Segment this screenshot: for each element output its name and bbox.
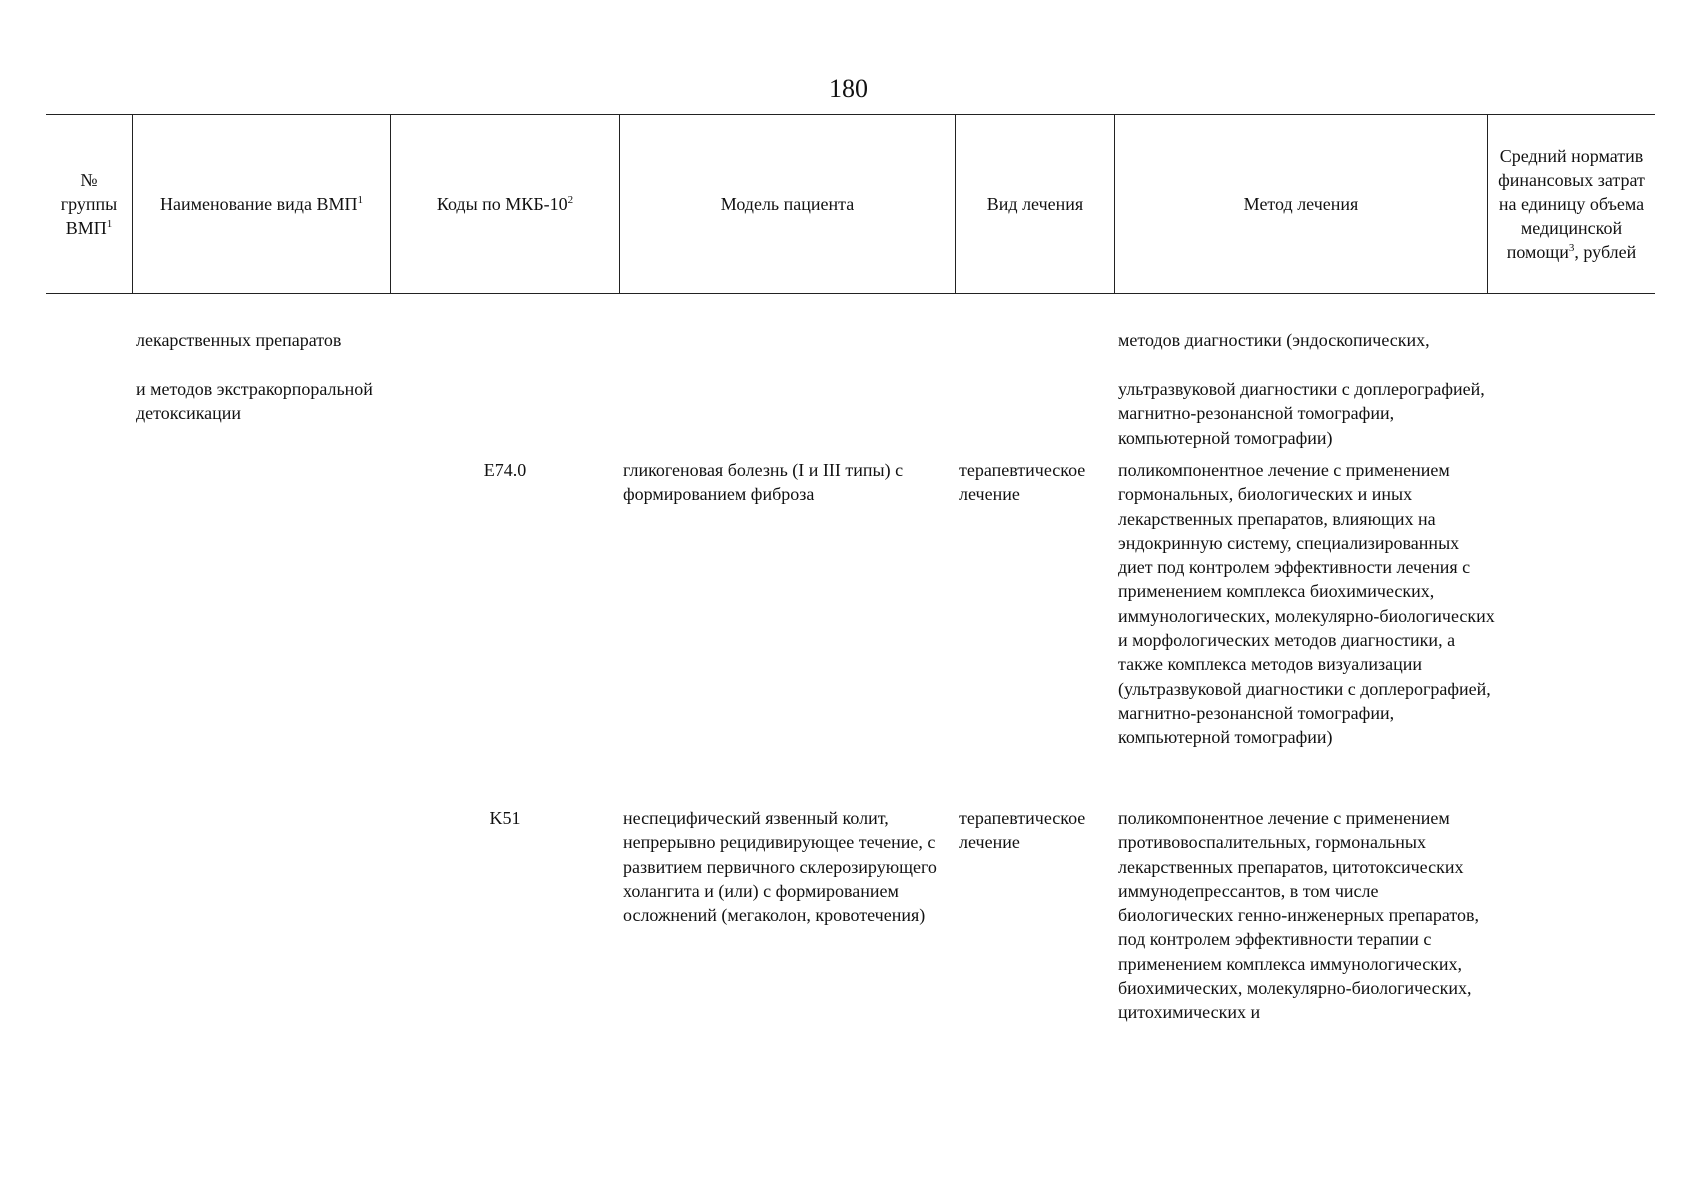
method-continuation-2: ультразвуковой диагностики с доплерографией, магнитно-резонансной томографии, компьютерной томографии): [1118, 379, 1485, 448]
table-row-2-treatment: терапевтическое лечение: [959, 808, 1086, 853]
table-row-1-code: E74.0: [483, 460, 527, 480]
table-row-1-model: гликогеновая болезнь (I и III типы) с формированием фиброза: [623, 460, 904, 505]
table-header: [46, 114, 1655, 294]
table-row-2-code: K51: [489, 808, 521, 828]
vmp-name-continuation-2: и методов экстракорпоральной детоксикации: [136, 379, 373, 424]
table-row-1-treatment: терапевтическое лечение: [959, 460, 1086, 505]
header-group-number: № группы ВМП$^1$: [60, 170, 118, 238]
table-row-2-model: неспецифический язвенный колит, непрерывно рецидивирующее течение, с развитием первичного склерозирующего холангита и (или) с формированием осложнений (мегаколон, кровотечения): [623, 808, 937, 926]
table-row-1-method: поликомпонентное лечение с применением гормональных, биологических и иных лекарственных препаратов, влияющих на эндокринную систему, специализированных диет под контролем эффективности лечения с применением комплекса биохимических, иммунологических, молекулярно-биологических и морфологических методов диагностики, а также комплекса методов визуализации (ультразвуковой диагностики с доплерографией, магнитно-резонансной томографии, компьютерной томографии): [1118, 460, 1495, 748]
header-cost-norm: Средний норматив финансовых затрат на единицу объема медицинской помощи$^3$, рублей: [1487, 115, 1655, 293]
page-number: 180: [829, 74, 868, 103]
header-vmp-name: Наименование вида ВМП$^1$: [132, 115, 390, 293]
header-treatment-type: Вид лечения: [955, 115, 1114, 293]
header-patient-model: Модель пациента: [619, 115, 955, 293]
vmp-name-continuation-1: лекарственных препаратов: [136, 330, 342, 350]
header-treatment-method: Метод лечения: [1114, 115, 1487, 293]
method-continuation-1: методов диагностики (эндоскопических,: [1118, 330, 1430, 350]
table-row-2-method: поликомпонентное лечение с применением противовоспалительных, гормональных лекарственных препаратов, цитотоксических иммунодепрессантов, в том числе биологических генно-инженерных препаратов, под контролем эффективности терапии с применением комплекса иммунологических, биохимических, молекулярно-биологических, цитохимических и: [1118, 808, 1480, 1023]
header-icd-codes: Коды по МКБ-$10^2$: [390, 115, 619, 293]
